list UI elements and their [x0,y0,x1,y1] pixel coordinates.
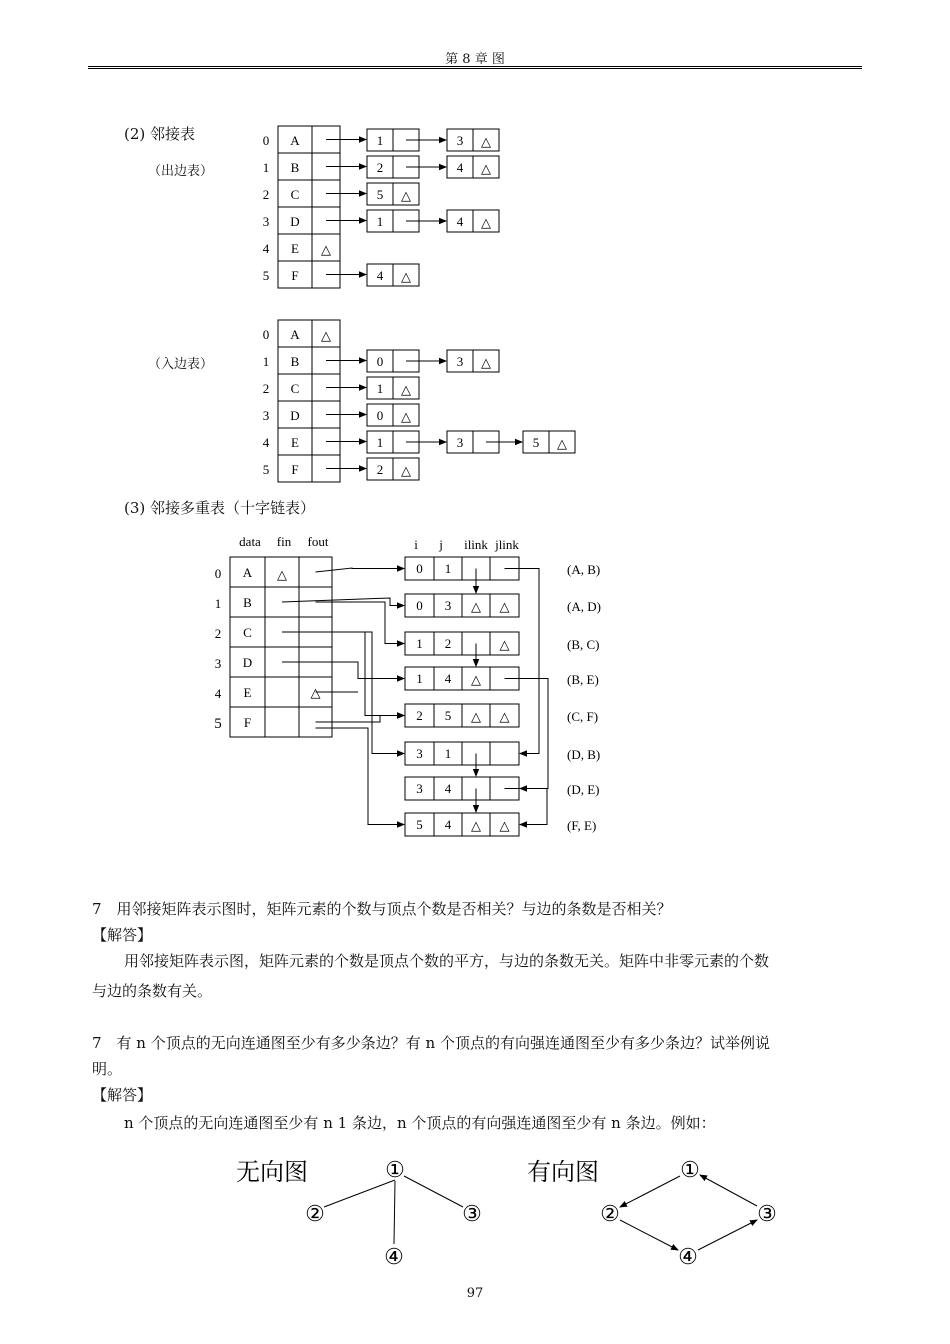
fout-arrow [316,602,405,644]
null-symbol: △ [471,672,481,687]
edge-label-jlink: jlink [495,537,519,552]
edge-endpoint: 1 [416,636,423,651]
edge-label: (C, F) [567,709,599,724]
in-edge-label: （入边表） [148,357,214,372]
row-index: 3 [262,408,270,423]
vertex-label: B [290,160,300,175]
directed-node: ③ [757,1201,777,1226]
node-value: 4 [456,160,464,175]
vertex-name: D [242,655,253,670]
row-index: 5 [262,462,270,477]
edge-label-i: i [414,537,418,552]
jlink-arrow [505,789,548,825]
q7a-answer-line1: 用邻接矩阵表示图，矩阵元素的个数是顶点个数的平方，与边的条数无关。矩阵中非零元素的个数 [124,952,770,970]
in-edge-table [263,320,575,482]
row-index: 3 [262,214,270,229]
null-symbol: △ [401,382,411,397]
fin-arrow [282,632,404,716]
vertex-label: A [290,133,300,148]
null-symbol: △ [471,818,481,833]
edge-cell [490,742,519,765]
null-symbol: △ [481,161,491,176]
node-value: 2 [376,160,384,175]
fout-arrow [316,716,405,723]
node-value: 0 [376,354,384,369]
null-symbol: △ [481,355,491,370]
node-value: 3 [456,354,464,369]
edge-endpoint: 0 [416,561,423,576]
null-symbol: △ [321,242,331,257]
node-value: 5 [376,187,384,202]
q7b-question-line1: 7 有 n 个顶点的无向连通图至少有多少条边？有 n 个顶点的有向强连通图至少有多少条边？试举例说 [92,1034,770,1052]
vertex-label: C [290,381,300,396]
fout-arrow [316,728,405,825]
edge-endpoint: 4 [444,671,452,686]
node-value: 3 [456,435,464,450]
page-number: 97 [466,1286,484,1301]
vertex-index: 3 [214,656,222,671]
q7b-answer-tag: 【解答】 [92,1086,153,1104]
row-index: 4 [262,435,270,450]
out-edge-label: （出边表） [148,164,214,179]
edge-endpoint: 5 [416,817,423,832]
vertex-name: C [243,625,252,640]
vertex-index: 5 [214,716,222,732]
q7a-question: 7 用邻接矩阵表示图时，矩阵元素的个数与顶点个数是否相关？与边的条数是否相关？ [92,900,672,918]
edge-endpoint: 1 [416,671,423,686]
edge-endpoint: 5 [444,708,452,723]
edge-endpoint: 3 [444,598,452,613]
node-value: 1 [376,214,384,229]
vertex-label: E [291,435,299,450]
vertex-name: F [243,715,252,730]
head-label-fout: fout [307,534,329,549]
q7b-question-line2: 明。 [92,1060,123,1078]
null-symbol: △ [401,269,411,284]
fout-arrow [316,568,405,572]
orthogonal-list [214,534,601,836]
null-symbol: △ [499,709,510,724]
edge-label: (F, E) [567,818,597,833]
vertex-label: F [291,268,299,283]
undirected-title: 无向图 [236,1160,308,1186]
null-symbol: △ [471,709,481,724]
edge-label: (B, E) [567,672,599,687]
row-index: 2 [262,187,270,202]
vertex-label: D [290,408,300,423]
vertex-name: B [243,595,252,610]
row-index: 5 [262,268,270,283]
jlink-arrow [505,569,540,754]
node-value: 3 [456,133,464,148]
undirected-node: ① [385,1157,405,1182]
null-symbol: △ [499,599,510,614]
head-label-data: data [239,534,261,549]
directed-title: 有向图 [527,1160,599,1186]
out-edge-table [263,126,499,288]
undirected-node: ④ [384,1244,404,1269]
edge-label: (D, E) [567,782,600,797]
null-symbol: △ [310,685,321,700]
null-symbol: △ [471,599,481,614]
vertex-fin-cell [265,677,299,707]
vertex-index: 4 [214,686,222,701]
edge-endpoint: 1 [444,561,452,576]
null-symbol: △ [481,134,491,149]
edge-endpoint: 3 [416,746,423,761]
section-3-title: (3) 邻接多重表（十字链表） [124,499,316,517]
page-header: 第 8 章 图 [445,52,505,67]
vertex-index: 1 [214,596,222,611]
edge-endpoint: 2 [444,636,452,651]
null-symbol: △ [499,637,510,652]
undirected-node: ② [305,1201,325,1226]
fout-arrow [316,632,405,754]
row-index: 4 [262,241,270,256]
null-symbol: △ [277,567,287,582]
edge-endpoint: 4 [444,817,452,832]
edge-endpoint: 4 [444,781,452,796]
row-index: 0 [262,327,270,342]
vertex-fin-cell [265,707,299,737]
directed-edge [698,1220,757,1250]
null-symbol: △ [321,328,331,343]
null-symbol: △ [481,215,491,230]
edge-endpoint: 2 [416,708,423,723]
edge-label: (A, B) [567,562,601,577]
undirected-edge [394,1181,395,1244]
node-value: 2 [376,462,384,477]
vertex-label: B [290,354,300,369]
vertex-name: E [243,685,252,700]
directed-node: ① [680,1157,700,1182]
directed-node: ④ [678,1244,698,1269]
vertex-label: E [291,241,299,256]
section-2-title: (2) 邻接表 [124,125,196,143]
vertex-label: D [290,214,300,229]
vertex-index: 2 [214,626,222,641]
node-value: 4 [376,268,384,283]
q7a-answer-line2: 与边的条数有关。 [92,982,213,1000]
q7a-answer-tag: 【解答】 [92,926,153,944]
head-label-fin: fin [276,534,292,549]
node-value: 1 [376,133,384,148]
node-value: 0 [376,408,384,423]
fin-arrow [282,662,404,679]
vertex-label: C [290,187,300,202]
null-symbol: △ [499,818,510,833]
vertex-name: A [242,565,253,580]
edge-label: (B, C) [567,637,600,652]
edge-endpoint: 1 [444,746,452,761]
directed-node: ② [600,1201,620,1226]
null-symbol: △ [401,463,411,478]
directed-edge [700,1175,757,1206]
row-index: 0 [262,133,270,148]
directed-edge [620,1176,680,1207]
node-value: 1 [376,435,384,450]
node-value: 1 [376,381,384,396]
edge-label: (A, D) [567,599,601,614]
jlink-arrow [505,679,549,789]
undirected-node: ③ [462,1201,482,1226]
example-graphs [236,1157,777,1269]
edge-label: (D, B) [567,747,601,762]
directed-edge [620,1220,678,1250]
edge-endpoint: 3 [416,781,423,796]
vertex-label: A [290,327,300,342]
vertex-index: 0 [214,566,222,581]
row-index: 1 [262,160,270,175]
edge-label-j: j [439,537,443,552]
null-symbol: △ [401,409,411,424]
edge-endpoint: 0 [416,598,423,613]
row-index: 2 [262,381,270,396]
null-symbol: △ [557,436,567,451]
edge-label-ilink: ilink [464,537,488,552]
null-symbol: △ [401,188,411,203]
node-value: 4 [456,214,464,229]
vertex-label: F [291,462,299,477]
undirected-edge [404,1176,463,1207]
node-value: 5 [532,435,540,450]
row-index: 1 [262,354,270,369]
q7b-answer-line1: n 个顶点的无向连通图至少有 n 1 条边，n 个顶点的有向强连通图至少有 n 条边。例如： [124,1114,716,1132]
undirected-edge [324,1180,395,1207]
